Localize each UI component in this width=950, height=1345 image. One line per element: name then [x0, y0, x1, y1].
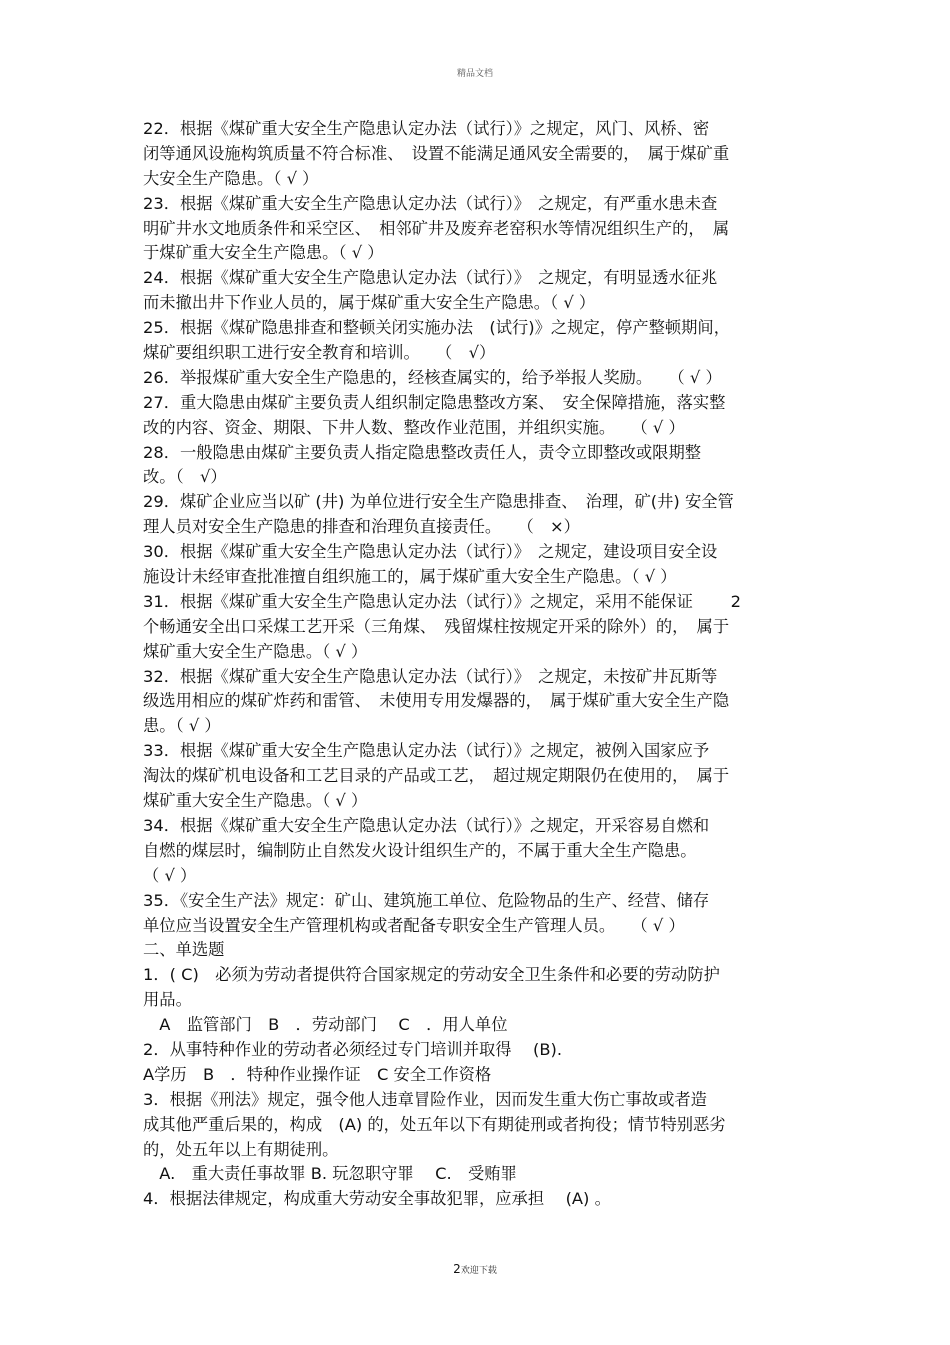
page-number: 2 [453, 1262, 461, 1276]
text-line: 35．《安全生产法》规定：矿山、建筑施工单位、危险物品的生产、经营、储存 [143, 890, 710, 910]
text-line: 二、单选题 [143, 940, 225, 960]
text-line: 3．根据《刑法》规定，强令他人违章冒险作业，因而发生重大伤亡事故或者造 [143, 1089, 707, 1109]
document-body [143, 117, 808, 1212]
text-line: 27．重大隐患由煤矿主要负责人组织制定隐患整改方案、 安全保障措施，落实整 [143, 392, 726, 412]
text-line: 级选用相应的煤矿炸药和雷管、 未使用专用发爆器的， 属于煤矿重大安全生产隐 [143, 691, 730, 711]
page-header: 精品文档 [456, 69, 493, 79]
text-line: 于煤矿重大安全生产隐患。（ √ ） [143, 243, 384, 263]
text-line: A. 重大责任事故罪 B. 玩忽职守罪 C. 受贿罪 [143, 1164, 517, 1184]
text-line: 大安全生产隐患。（ √ ） [143, 168, 319, 188]
text-line: （ √ ） [143, 865, 197, 885]
text-line: 个畅通安全出口采煤工艺开采（三角煤、 残留煤柱按规定开采的除外）的， 属于 [143, 616, 730, 636]
text-line: 34．根据《煤矿重大安全生产隐患认定办法（试行）》之规定，开采容易自燃和 [143, 815, 710, 835]
text-line: 33．根据《煤矿重大安全生产隐患认定办法（试行）》之规定，被例入国家应予 [143, 741, 710, 761]
text-line: 单位应当设置安全生产管理机构或者配备专职安全生产管理人员。 （ √ ） [143, 915, 685, 935]
text-line: 23．根据《煤矿重大安全生产隐患认定办法（试行）》 之规定，有严重水患未查 [143, 193, 718, 213]
text-line: 煤矿重大安全生产隐患。（ √ ） [143, 791, 368, 811]
text-line: 32．根据《煤矿重大安全生产隐患认定办法（试行）》 之规定，未按矿井瓦斯等 [143, 666, 718, 686]
text-line: 的，处五年以上有期徒刑。 [143, 1139, 339, 1159]
text-line: 25．根据《煤矿隐患排查和整顿关闭实施办法 (试行)》之规定，停产整顿期间， [143, 318, 730, 338]
footer-text: 欢迎下载 [460, 1266, 497, 1276]
text-line: 29．煤矿企业应当以矿 (井) 为单位进行安全生产隐患排查、 治理，矿(井) 安全管 [143, 492, 734, 512]
text-line: 闭等通风设施构筑质量不符合标准、 设置不能满足通风安全需要的， 属于煤矿重 [143, 143, 730, 163]
text-line: 成其他严重后果的，构成 (A) 的，处五年以下有期徒刑或者拘役；情节特别恶劣 [143, 1114, 726, 1134]
text-line: 30．根据《煤矿重大安全生产隐患认定办法（试行）》 之规定，建设项目安全设 [143, 542, 718, 562]
text-line: 煤矿重大安全生产隐患。（ √ ） [143, 641, 368, 661]
text-line: 施设计未经审查批准擅自组织施工的，属于煤矿重大安全生产隐患。（ √ ） [143, 567, 677, 587]
text-line: 26．举报煤矿重大安全生产隐患的，经核查属实的，给予举报人奖励。 （ √ ） [143, 367, 722, 387]
text-line: 患。（ √ ） [143, 716, 221, 736]
text-line: 1．( C) 必须为劳动者提供符合国家规定的劳动安全卫生条件和必要的劳动防护 [143, 965, 720, 985]
text-line: 31．根据《煤矿重大安全生产隐患认定办法（试行）》之规定，采用不能保证 2 [143, 591, 741, 611]
text-line: 4．根据法律规定，构成重大劳动安全事故犯罪，应承担 (A) 。 [143, 1189, 611, 1209]
text-line: 自燃的煤层时，编制防止自然发火设计组织生产的，不属于重大全生产隐患。 [143, 840, 697, 860]
page-footer [0, 1262, 950, 1276]
text-line: 淘汰的煤矿机电设备和工艺目录的产品或工艺， 超过规定期限仍在使用的， 属于 [143, 766, 730, 786]
text-line: 理人员对安全生产隐患的排查和治理负直接责任。 （ ×） [143, 517, 580, 537]
text-line: 28．一般隐患由煤矿主要负责人指定隐患整改责任人，责令立即整改或限期整 [143, 442, 702, 462]
text-line: 2．从事特种作业的劳动者必须经过专门培训并取得 (B). [143, 1039, 563, 1059]
text-line: A学历 B ．特种作业操作证 C 安全工作资格 [143, 1064, 492, 1084]
text-line: 煤矿要组织职工进行安全教育和培训。 （ √） [143, 343, 496, 363]
text-line: 而未撤出井下作业人员的，属于煤矿重大安全生产隐患。（ √ ） [143, 293, 596, 313]
text-line: 24．根据《煤矿重大安全生产隐患认定办法（试行）》 之规定，有明显透水征兆 [143, 268, 718, 288]
text-line: 改的内容、资金、期限、下井人数、整改作业范围，并组织实施。 （ √ ） [143, 417, 685, 437]
text-line: 用品。 [143, 990, 192, 1010]
text-line: 22．根据《煤矿重大安全生产隐患认定办法（试行）》之规定，风门、风桥、密 [143, 119, 710, 138]
text-line: 改。（ √） [143, 467, 227, 487]
text-line: 明矿井水文地质条件和采空区、 相邻矿井及废弃老窑积水等情况组织生产的， 属 [143, 218, 730, 238]
text-line: A 监管部门 B ．劳动部门 C ．用人单位 [143, 1015, 508, 1035]
